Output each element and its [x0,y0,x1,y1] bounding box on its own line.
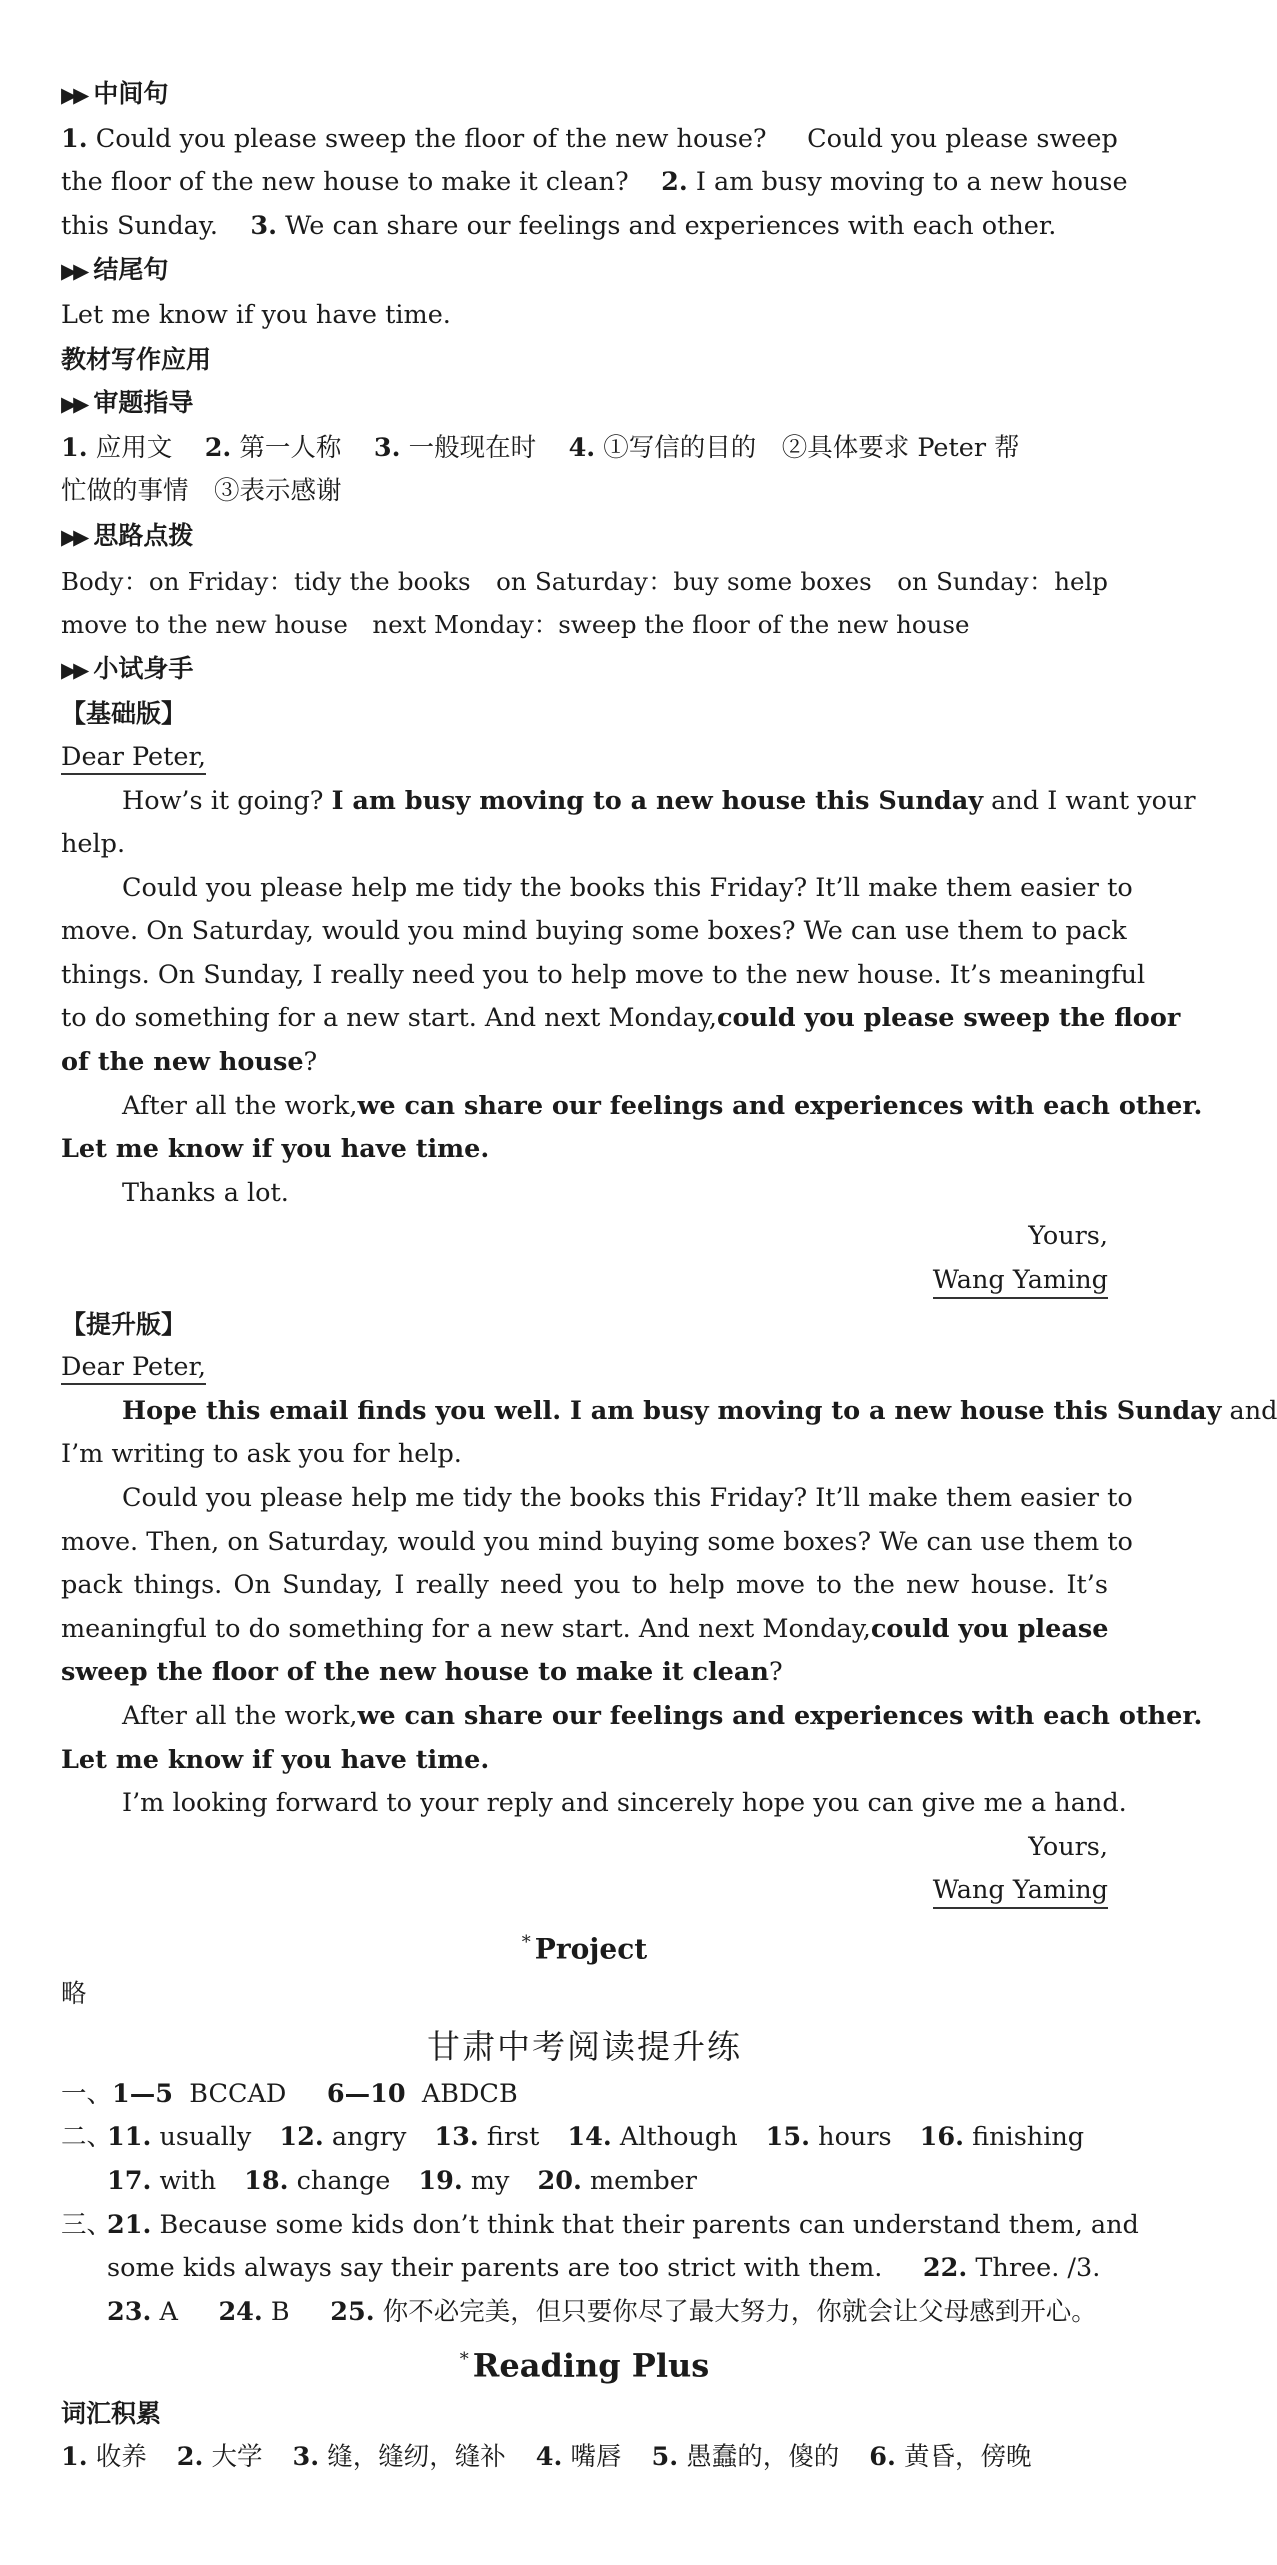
answer-item: 16. finishing [919,2122,1085,2153]
answer-item: 13. first [434,2122,540,2153]
gansu-part2-row1: 二、 11. usually 12. angry 13. first 14. Although 15. hours 16. finishing [61,2122,1085,2153]
ideas-line-2: move to the new house next Monday：sweep the floor of the new house [61,610,970,640]
basic-p2-line1: Could you please help me tidy the books this Friday? It’ll make them easier to [122,872,1133,903]
advanced-closing: Yours, [1028,1831,1108,1862]
gansu-part3-q23-25: 23. A 24. B 25. 你不必完美，但只要你尽了最大努力，你就会让父母感到开心。 [107,2296,1097,2327]
textbook-title: 教材写作应用 [61,344,212,374]
advanced-p4: I’m looking forward to your reply and sincerely hope you can give me a hand. [122,1788,1127,1819]
answer-item: 1. 收养 [61,2441,147,2472]
gansu-part3-q21: 三、 21. Because some kids don’t think that their parents can understand them, and [61,2209,1139,2240]
reading-plus-title: * Reading Plus [459,2347,710,2386]
answer-item: 18. change [244,2166,391,2197]
project-body: 略 [61,1979,87,2010]
answer-item: 2. 大学 [176,2441,263,2472]
answer-item: 12. angry [279,2122,407,2153]
basic-p3-line2: Let me know if you have time. [61,1134,490,1165]
section-heading-ideas: ▶▶ 思路点拨 [61,514,1108,560]
gansu-part1: 一、1—5 BCCAD 6—10 ABDCB [61,2078,518,2109]
answer-item: 19. my [418,2166,510,2197]
double-arrow-icon: ▶▶ [61,657,86,682]
advanced-p2-line5: sweep the floor of the new house to make it clean? [61,1657,783,1688]
basic-salutation: Dear Peter, [61,736,1108,780]
analysis-line-1: 1. 应用文 2. 第一人称 3. 一般现在时 4. ①写信的目的 ②具体要求 Peter 帮 [61,432,1020,463]
basic-p2-line2: move. On Saturday, would you mind buying some boxes? We can use them to pack [61,916,1127,947]
basic-version-label: 【基础版】 [61,699,187,729]
advanced-p2-line1: Could you please help me tidy the books this Friday? It’ll make them easier to [122,1483,1133,1513]
advanced-p3-line2: Let me know if you have time. [61,1744,490,1775]
advanced-version-label: 【提升版】 [61,1309,187,1339]
gansu-part2-row2 [61,2160,1108,2204]
section-heading-middle: ▶▶ 中间句 [61,72,1108,118]
advanced-p2-line4: meaningful to do something for a new start. And next Monday,could you please [61,1613,1109,1644]
answer-item: 14. Although [567,2122,738,2153]
ideas-line-1: Body：on Friday：tidy the books on Saturday：buy some boxes on Sunday：help [61,566,1108,596]
section-heading-closing: ▶▶ 结尾句 [61,248,1108,294]
project-title: * Project [521,1931,648,1966]
double-arrow-icon: ▶▶ [61,259,86,284]
answer-item: 5. 愚蠢的，傻的 [651,2441,840,2472]
middle-line-1: 1. Could you please sweep the floor of the new house? Could you please sweep [61,123,1118,154]
advanced-p1-line2: I’m writing to ask you for help. [61,1439,462,1470]
section-heading-analysis: ▶▶ 审题指导 [61,381,1108,427]
answer-item: 6. 黄昏，傍晚 [869,2441,1032,2472]
basic-p1-line1: How’s it going? I am busy moving to a new house this Sunday and I want your [122,785,1196,816]
vocab-list [61,2436,1108,2480]
gansu-part3-q21-line2: some kids always say their parents are too strict with them. 22. Three. /3. [107,2253,1101,2284]
basic-closing: Yours, [1028,1221,1108,1252]
answer-item: 15. hours [765,2122,892,2153]
answer-item: 11. usually [107,2122,252,2153]
advanced-p1-line1: Hope this email finds you well. I am busy moving to a new house this Sunday and [122,1395,1277,1426]
analysis-line-2: 忙做的事情 ③表示感谢 [61,476,342,507]
advanced-signature: Wang Yaming [61,1869,1108,1913]
advanced-p2-line3: pack things. On Sunday, I really need you to help move to the new house. It’s [61,1570,1108,1601]
double-arrow-icon: ▶▶ [61,524,86,549]
basic-p2-line4: to do something for a new start. And next Monday,could you please sweep the floor [61,1003,1181,1034]
double-arrow-icon: ▶▶ [61,392,86,417]
basic-p3-line1: After all the work,we can share our feelings and experiences with each other. [122,1090,1203,1121]
closing-sentence: Let me know if you have time. [61,299,451,330]
answer-item: 20. member [537,2166,697,2197]
gansu-section-title: 甘肃中考阅读提升练 [427,2026,742,2066]
basic-p2-line3: things. On Sunday, I really need you to help move to the new house. It’s meaningful [61,959,1146,990]
section-heading-practice: ▶▶ 小试身手 [61,647,1108,693]
double-arrow-icon: ▶▶ [61,83,86,107]
advanced-salutation: Dear Peter, [61,1346,1108,1390]
answer-item: 3. 缝，缝纫，缝补 [292,2441,506,2472]
advanced-p2-line2: move. Then, on Saturday, would you mind buying some boxes? We can use them to [61,1526,1133,1557]
middle-line-2: the floor of the new house to make it clean? 2. I am busy moving to a new house [61,167,1128,198]
answer-item: 17. with [107,2166,217,2197]
answer-item: 4. 嘴唇 [535,2441,622,2472]
advanced-p3-line1: After all the work,we can share our feelings and experiences with each other. [122,1700,1203,1731]
vocab-heading: 词汇积累 [61,2399,162,2429]
basic-signature: Wang Yaming [61,1259,1108,1303]
basic-p1-line2: help. [61,829,126,860]
basic-thanks: Thanks a lot. [122,1177,289,1208]
middle-line-3: this Sunday. 3. We can share our feelings and experiences with each other. [61,210,1057,241]
basic-p2-line5: of the new house? [61,1047,318,1078]
